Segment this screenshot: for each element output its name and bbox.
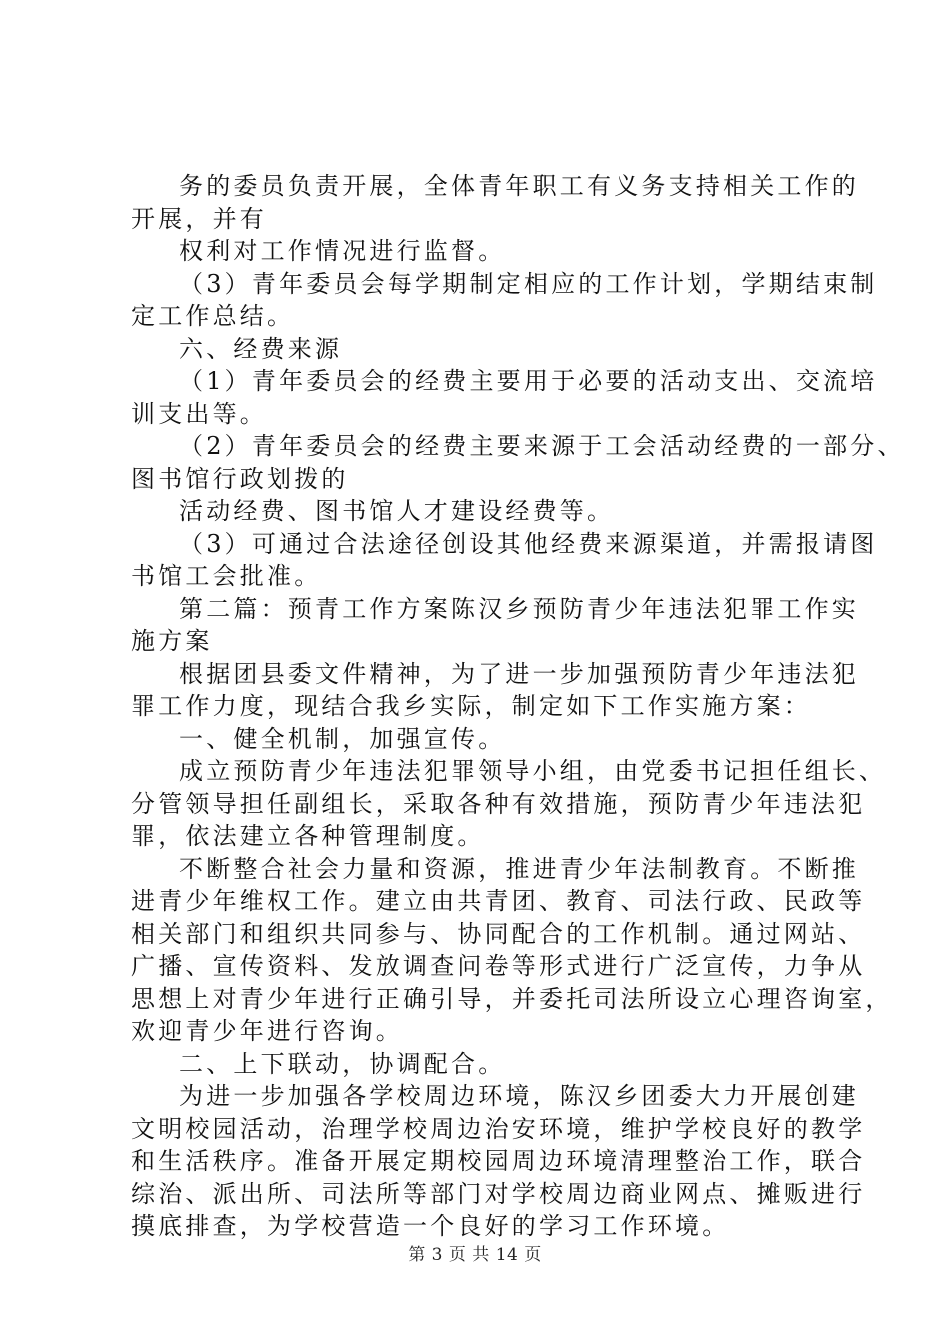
document-body — [131, 170, 905, 1243]
text-line: 文明校园活动，治理学校周边治安环境，维护学校良好的教学 — [131, 1114, 866, 1143]
text-line: 活动经费、图书馆人才建设经费等。 — [179, 497, 615, 525]
text-line: 欢迎青少年进行咨询。 — [131, 1017, 403, 1045]
text-line: 图书馆行政划拨的 — [131, 464, 349, 493]
text-line: 务的委员负责开展，全体青年职工有义务支持相关工作的 — [179, 172, 859, 200]
text-line: 施方案 — [131, 627, 213, 655]
text-line: 不断整合社会力量和资源，推进青少年法制教育。不断推 — [179, 854, 859, 883]
text-line: 根据团县委文件精神，为了进一步加强预防青少年违法犯 — [179, 659, 859, 688]
text-line: 开展，并有 — [131, 204, 267, 233]
text-line: 思想上对青少年进行正确引导，并委托司法所设立心理咨询室， — [131, 984, 893, 1013]
text-line: 一、健全机制，加强宣传。 — [179, 724, 506, 753]
text-line: （3）可通过合法途径创设其他经费来源渠道，并需报请图 — [179, 529, 878, 558]
text-line: 进青少年维权工作。建立由共青团、教育、司法行政、民政等 — [131, 887, 866, 915]
text-line: 二、上下联动，协调配合。 — [179, 1049, 506, 1078]
text-line: （3）青年委员会每学期制定相应的工作计划，学期结束制 — [179, 269, 878, 298]
text-line: 权利对工作情况进行监督。 — [179, 237, 506, 265]
text-line: 罪，依法建立各种管理制度。 — [131, 822, 485, 850]
text-line: 定工作总结。 — [131, 302, 295, 330]
text-line: 分管领导担任副组长，采取各种有效措施，预防青少年违法犯 — [131, 789, 866, 818]
text-line: 摸底排查，为学校营造一个良好的学习工作环境。 — [131, 1212, 730, 1240]
text-line: 相关部门和组织共同参与、协同配合的工作机制。通过网站、 — [131, 919, 866, 948]
text-line: （1）青年委员会的经费主要用于必要的活动支出、交流培 — [179, 367, 878, 395]
text-line: 六、经费来源 — [179, 334, 343, 363]
text-line: （2）青年委员会的经费主要来源于工会活动经费的一部分、 — [179, 432, 905, 460]
text-line: 和生活秩序。准备开展定期校园周边环境清理整治工作，联合 — [131, 1147, 866, 1175]
text-line: 第二篇：预青工作方案陈汉乡预防青少年违法犯罪工作实 — [179, 594, 859, 623]
text-line: 训支出等。 — [131, 399, 267, 428]
text-line: 综治、派出所、司法所等部门对学校周边商业网点、摊贩进行 — [131, 1179, 866, 1208]
text-line: 书馆工会批准。 — [131, 562, 322, 590]
text-line: 罪工作力度，现结合我乡实际，制定如下工作实施方案： — [131, 692, 811, 720]
text-line: 广播、宣传资料、发放调查问卷等形式进行广泛宣传，力争从 — [131, 952, 866, 980]
page-footer: 第 3 页 共 14 页 — [408, 1245, 542, 1265]
text-line: 成立预防青少年违法犯罪领导小组，由党委书记担任组长、 — [179, 757, 887, 785]
text-line: 为进一步加强各学校周边环境，陈汉乡团委大力开展创建 — [179, 1082, 859, 1110]
